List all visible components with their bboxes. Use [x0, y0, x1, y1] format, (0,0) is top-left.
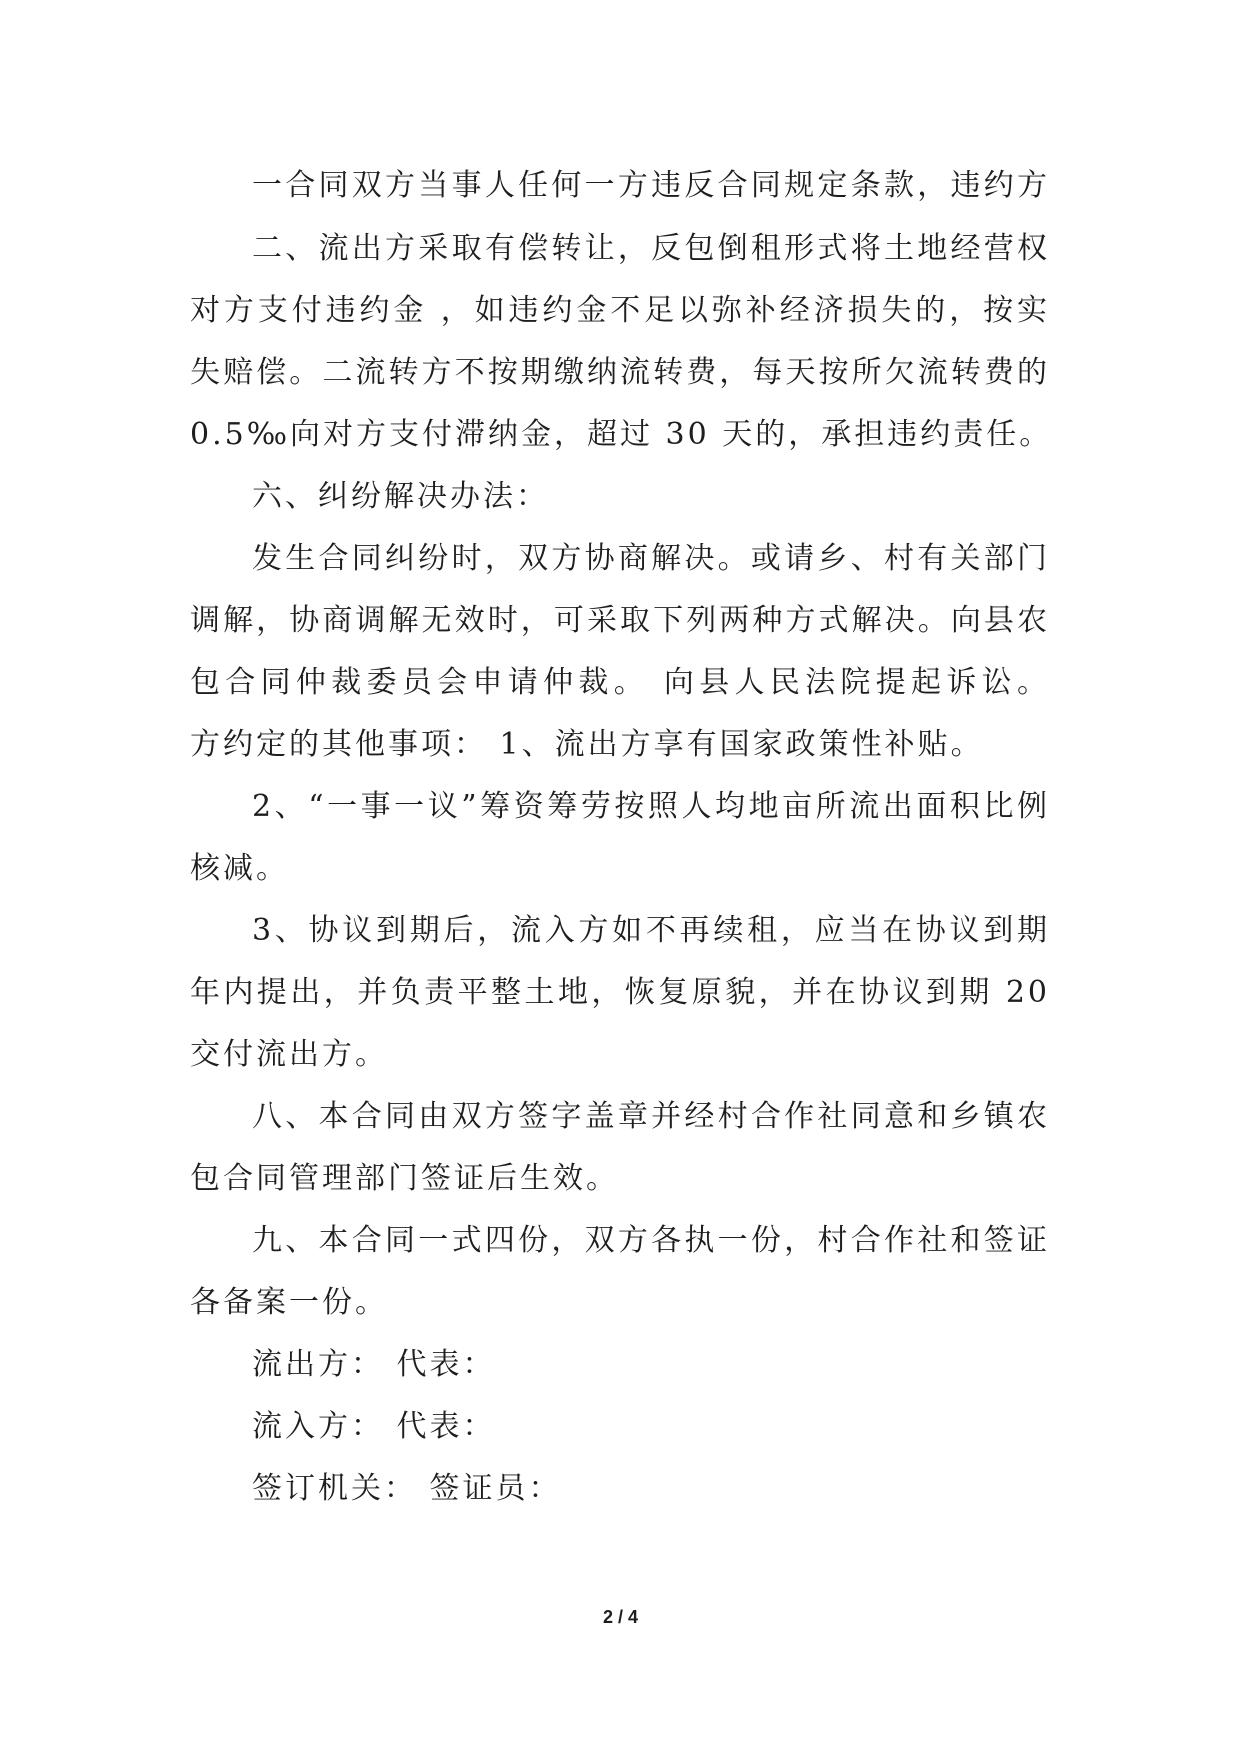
paragraph-line: 包合同管理部门签证后生效。 [190, 1161, 619, 1196]
signature-line-outflow: 流出方： 代表： [252, 1347, 496, 1382]
paragraph-line: 2、“一事一议”筹资筹劳按照人均地亩所流出面积比例 [252, 789, 1050, 824]
paragraph-line: 包合同仲裁委员会申请仲裁。 向县人民法院提起诉讼。 [190, 665, 1050, 700]
paragraph-line: 对方支付违约金 ，如违约金不足以弥补经济损失的，按实 [190, 293, 1050, 328]
page-number: 2 / 4 [602, 1607, 639, 1627]
signature-line-authority: 签订机关： 签证员： [252, 1471, 562, 1506]
paragraph-line: 核减。 [190, 851, 289, 886]
paragraph-line: 发生合同纠纷时，双方协商解决。或请乡、村有关部门 [252, 541, 1050, 576]
paragraph-line: 一合同双方当事人任何一方违反合同规定条款，违约方 [252, 168, 1050, 203]
paragraph-line: 二、流出方采取有偿转让，反包倒租形式将土地经营权 [252, 231, 1050, 266]
signature-line-inflow: 流入方： 代表： [252, 1409, 496, 1444]
paragraph-line: 年内提出，并负责平整土地，恢复原貌，并在协议到期 20 [190, 975, 1050, 1010]
paragraph-line: 八、本合同由双方签字盖章并经村合作社同意和乡镇农 [252, 1099, 1050, 1134]
section-heading: 六、纠纷解决办法： [252, 479, 549, 514]
paragraph-line: 调解，协商调解无效时，可采取下列两种方式解决。向县农 [190, 603, 1050, 638]
paragraph-line: 失赔偿。二流转方不按期缴纳流转费，每天按所欠流转费的 [190, 355, 1050, 390]
paragraph-line: 方约定的其他事项： 1、流出方享有国家政策性补贴。 [190, 727, 984, 762]
paragraph-line: 交付流出方。 [190, 1037, 388, 1072]
paragraph-line: 0.5‰向对方支付滞纳金，超过 30 天的，承担违约责任。 [190, 417, 1053, 452]
paragraph-line: 九、本合同一式四份，双方各执一份，村合作社和签证 [252, 1223, 1050, 1258]
paragraph-line: 各备案一份。 [190, 1285, 388, 1320]
paragraph-line: 3、协议到期后，流入方如不再续租，应当在协议到期 [252, 913, 1050, 948]
